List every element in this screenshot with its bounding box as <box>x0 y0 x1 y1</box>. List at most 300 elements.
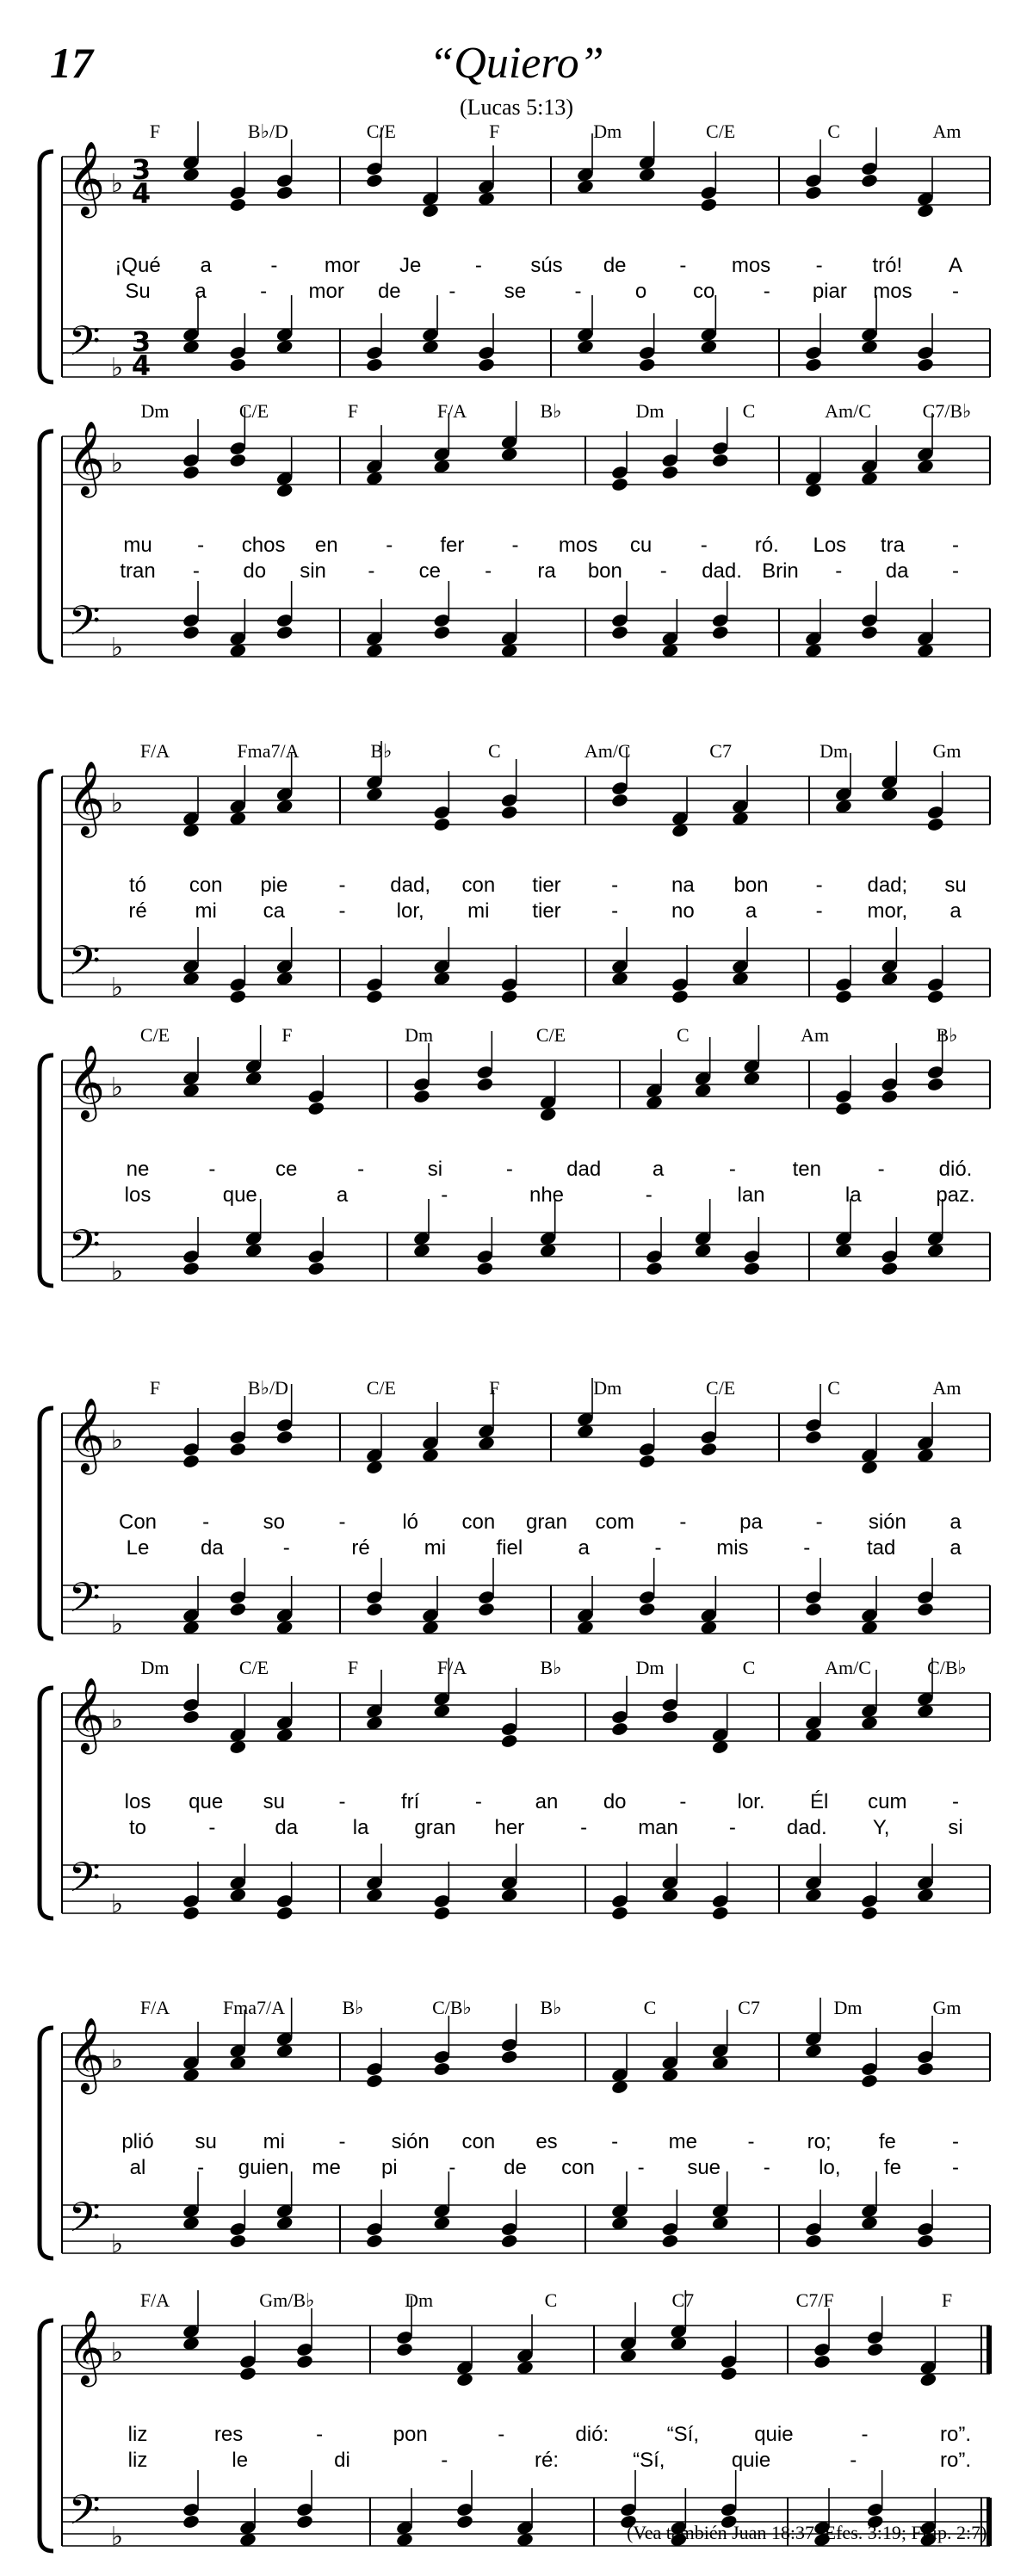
lyric-verse-2: de <box>504 2156 527 2179</box>
chord-symbol: C <box>643 1997 657 2018</box>
chord-symbol: C/E <box>366 1377 396 1399</box>
lyric-verse-2: - <box>282 1536 290 1560</box>
lyric-verse-1: a <box>200 254 212 277</box>
lyric-verse-2: bon <box>587 559 622 583</box>
lyric-verse-2: - <box>763 2156 770 2179</box>
note-head <box>229 989 247 1004</box>
lyric-verse-1: frí <box>401 1790 420 1813</box>
lyric-verse-1: A <box>948 254 963 277</box>
note-head <box>500 1733 518 1749</box>
treble-clef: 𝄞 <box>67 141 105 215</box>
lyric-verse-2: de <box>377 280 401 303</box>
lyric-verse-1: - <box>952 2130 959 2153</box>
chord-symbol: F <box>347 1657 359 1678</box>
lyric-verse-2: paz. <box>936 1183 975 1207</box>
lyric-verse-2: da <box>885 559 909 583</box>
chord-symbol: C7/B♭ <box>922 400 972 422</box>
note-head <box>229 1602 247 1617</box>
note-head <box>813 2354 831 2369</box>
chord-symbol: C7/F <box>795 2289 834 2311</box>
note-head <box>881 1089 899 1104</box>
note-head <box>860 1906 878 1921</box>
lyric-verse-2: Le <box>126 1536 150 1560</box>
lyric-verse-2: tad <box>866 1536 896 1560</box>
chord-symbol: B♭ <box>540 1997 562 2018</box>
chord-symbol: C <box>487 740 501 762</box>
lyric-verse-1: fer <box>440 534 465 557</box>
chord-symbol: Gm <box>932 740 962 762</box>
lyric-verse-1: dió: <box>575 2423 609 2446</box>
system-bracket <box>40 2320 53 2551</box>
lyric-verse-2: ce <box>418 559 441 583</box>
note-head <box>182 465 200 480</box>
lyric-verse-2: - <box>763 280 770 303</box>
bass-clef: 𝄢 <box>68 1220 101 1279</box>
lyric-verse-2: tier <box>532 899 561 923</box>
lyric-verse-1: su <box>944 874 967 897</box>
note-head <box>638 1602 656 1617</box>
lyric-verse-1: - <box>728 1158 736 1181</box>
lyric-verse-2: - <box>803 1536 811 1560</box>
lyric-verse-2: a <box>336 1183 349 1207</box>
note-head <box>229 197 247 213</box>
lyric-verse-2: los <box>124 1183 152 1207</box>
key-signature-flat: ♭ <box>110 2045 124 2075</box>
chord-symbol: C/E <box>238 400 269 422</box>
lyric-verse-2: - <box>448 280 456 303</box>
note-head <box>295 2354 313 2369</box>
lyric-verse-1: - <box>952 1790 959 1813</box>
lyric-verse-1: - <box>679 254 687 277</box>
chord-symbol: C <box>742 400 756 422</box>
key-signature-flat: ♭ <box>110 353 124 383</box>
system-bracket <box>40 431 53 662</box>
chord-symbol: F <box>149 1377 161 1399</box>
lyric-verse-2: - <box>197 2156 205 2179</box>
lyric-verse-2: ré <box>128 899 147 923</box>
lyric-verse-1: - <box>386 534 393 557</box>
chord-symbol: C/B♭ <box>927 1657 967 1678</box>
lyric-verse-2: guien <box>238 2156 289 2179</box>
lyric-verse-1: Con <box>118 1510 158 1534</box>
key-signature-flat: ♭ <box>110 1425 124 1455</box>
note-head <box>295 2514 313 2530</box>
lyric-verse-1: - <box>338 1790 346 1813</box>
note-head <box>711 625 729 640</box>
lyric-verse-1: tra <box>880 534 905 557</box>
lyric-verse-1: - <box>611 2130 619 2153</box>
note-head <box>365 2073 383 2089</box>
note-head <box>500 2233 518 2249</box>
chord-symbol: F <box>347 400 359 422</box>
lyric-verse-2: to <box>128 1816 147 1839</box>
bass-clef: 𝄢 <box>68 1573 101 1632</box>
note-head <box>365 357 383 373</box>
note-head <box>916 1602 934 1617</box>
chord-symbol: Am/C <box>584 740 631 762</box>
note-head <box>229 357 247 373</box>
lyric-verse-1: ro”. <box>940 2423 971 2446</box>
lyric-verse-1: lor. <box>737 1790 765 1813</box>
key-signature-flat: ♭ <box>110 2229 124 2259</box>
chord-symbol: B♭ <box>936 1024 958 1046</box>
treble-clef: 𝄞 <box>67 1045 105 1119</box>
lyric-verse-1: - <box>815 874 823 897</box>
lyric-verse-1: tó <box>128 874 147 897</box>
lyric-verse-1: plió <box>121 2130 154 2153</box>
chord-symbol: F/A <box>436 400 467 422</box>
chord-symbol: F <box>941 2289 953 2311</box>
chord-symbol: C/E <box>366 120 396 142</box>
system-bracket <box>40 1055 53 1286</box>
time-signature-bottom: 4 <box>131 177 152 210</box>
note-head <box>860 625 878 640</box>
note-head <box>700 1442 718 1457</box>
lyric-verse-2: con <box>561 2156 595 2179</box>
lyric-verse-2: gran <box>414 1816 456 1839</box>
treble-clef: 𝄞 <box>67 2310 105 2384</box>
lyric-verse-1: ló <box>402 1510 419 1534</box>
lyric-verse-1: sús <box>530 254 563 277</box>
chord-symbol: Dm <box>405 2289 434 2311</box>
lyric-verse-1: si <box>427 1158 443 1181</box>
note-head <box>182 1261 200 1276</box>
key-signature-flat: ♭ <box>110 788 124 819</box>
lyric-verse-1: cu <box>629 534 653 557</box>
lyric-verse-2: ré: <box>534 2449 560 2472</box>
lyric-verse-1: mi <box>263 2130 285 2153</box>
treble-clef: 𝄞 <box>67 421 105 495</box>
lyric-verse-1: - <box>338 1510 346 1534</box>
lyric-verse-1: - <box>815 254 823 277</box>
lyric-verse-1: dió. <box>938 1158 973 1181</box>
lyric-verse-1: - <box>208 1158 216 1181</box>
lyric-verse-2: lan <box>737 1183 765 1207</box>
lyric-verse-2: do <box>243 559 267 583</box>
chord-symbol: F/A <box>139 1997 170 2018</box>
lyric-verse-1: liz <box>127 2423 148 2446</box>
lyric-verse-1: - <box>338 2130 346 2153</box>
bass-clef: 𝄢 <box>68 936 101 995</box>
note-head <box>804 2233 822 2249</box>
lyric-verse-1: quie <box>754 2423 794 2446</box>
note-head <box>433 2061 451 2077</box>
chord-symbol: C <box>827 1377 840 1399</box>
lyric-verse-1: - <box>202 1510 210 1534</box>
note-head <box>700 197 718 213</box>
note-head <box>477 1602 495 1617</box>
note-head <box>365 989 383 1004</box>
key-signature-flat: ♭ <box>110 1072 124 1103</box>
lyric-verse-1: - <box>861 2423 869 2446</box>
note-head <box>638 357 656 373</box>
chord-symbol: C/E <box>706 120 736 142</box>
lyric-verse-2: nhe <box>529 1183 565 1207</box>
chord-symbol: B♭/D <box>247 1377 288 1399</box>
lyric-verse-1: sión <box>868 1510 906 1534</box>
lyric-verse-2: al <box>129 2156 146 2179</box>
lyric-verse-1: - <box>357 1158 365 1181</box>
note-head <box>804 185 822 201</box>
lyric-verse-1: pon <box>393 2423 428 2446</box>
note-head <box>455 2514 473 2530</box>
key-signature-flat: ♭ <box>110 633 124 663</box>
lyric-verse-1: ne <box>126 1158 150 1181</box>
lyric-verse-2: Su <box>125 280 151 303</box>
note-head <box>238 2366 257 2381</box>
lyric-verse-1: ten <box>792 1158 821 1181</box>
lyric-verse-2: ca <box>263 899 286 923</box>
lyric-verse-2: - <box>611 899 619 923</box>
lyric-verse-2: - <box>850 2449 857 2472</box>
lyric-verse-2: - <box>448 2156 456 2179</box>
lyric-verse-1: ró. <box>754 534 779 557</box>
lyric-verse-2: - <box>654 1536 662 1560</box>
lyric-verse-2: - <box>637 2156 645 2179</box>
final-bar-line <box>987 2326 992 2374</box>
lyric-verse-2: “Sí, <box>633 2449 665 2472</box>
lyric-verse-1: - <box>511 534 519 557</box>
lyric-verse-2: liz <box>127 2449 148 2472</box>
key-signature-flat: ♭ <box>110 1705 124 1735</box>
lyric-verse-1: con <box>461 1510 496 1534</box>
chord-symbol: F <box>489 120 500 142</box>
chord-symbol: B♭ <box>342 1997 364 2018</box>
key-signature-flat: ♭ <box>110 2338 124 2368</box>
lyric-verse-2: - <box>441 1183 448 1207</box>
lyric-verse-2: - <box>208 1816 216 1839</box>
lyric-verse-1: - <box>474 1790 482 1813</box>
note-head <box>476 1261 494 1276</box>
lyric-verse-2: o <box>634 280 647 303</box>
bass-clef: 𝄢 <box>68 2486 101 2544</box>
lyric-verse-1: so <box>263 1510 286 1534</box>
lyric-verse-2: piar <box>812 280 847 303</box>
lyric-verse-1: bon <box>733 874 769 897</box>
lyric-verse-2: - <box>574 280 582 303</box>
lyric-verse-2: sue <box>687 2156 721 2179</box>
chord-symbol: Am/C <box>825 1657 871 1678</box>
note-head <box>365 1602 383 1617</box>
chord-symbol: Dm <box>405 1024 434 1046</box>
lyric-verse-2: a <box>949 899 962 923</box>
note-head <box>926 817 944 832</box>
chord-symbol: C/B♭ <box>432 1997 472 2018</box>
note-head <box>476 1077 494 1092</box>
chord-symbol: Gm <box>932 1997 962 2018</box>
lyric-verse-1: tier <box>532 874 561 897</box>
note-head <box>307 1261 325 1276</box>
note-head <box>834 1101 852 1116</box>
chord-symbol: C7 <box>738 1997 760 2018</box>
chord-symbol: F <box>489 1377 500 1399</box>
chord-symbol: B♭ <box>540 1657 562 1678</box>
time-signature-bottom: 4 <box>131 349 152 382</box>
lyric-verse-2: - <box>952 280 959 303</box>
note-head <box>804 1602 822 1617</box>
note-head <box>275 185 294 201</box>
note-head <box>661 465 679 480</box>
key-signature-flat: ♭ <box>110 448 124 479</box>
note-head <box>916 357 934 373</box>
lyric-verse-2: la <box>844 1183 862 1207</box>
lyric-verse-2: dad. <box>702 559 742 583</box>
bass-clef: 𝄢 <box>68 1853 101 1912</box>
lyric-verse-1: con <box>189 874 223 897</box>
lyric-verse-2: se <box>504 280 527 303</box>
lyric-verse-2: - <box>952 559 959 583</box>
system-bracket <box>40 151 53 382</box>
chord-symbol: F/A <box>436 1657 467 1678</box>
lyric-verse-1: su <box>195 2130 217 2153</box>
note-head <box>433 1906 451 1921</box>
lyric-verse-2: a <box>578 1536 590 1560</box>
lyric-verse-1: a <box>652 1158 665 1181</box>
bass-clef: 𝄢 <box>68 2193 101 2252</box>
lyric-verse-2: her <box>494 1816 525 1839</box>
chord-symbol: Am/C <box>825 400 871 422</box>
note-head <box>804 357 822 373</box>
note-head <box>671 989 689 1004</box>
lyric-verse-1: dad <box>566 1158 602 1181</box>
note-head <box>275 625 294 640</box>
lyric-verse-2: Y, <box>872 1816 890 1839</box>
lyric-verse-2: sin <box>300 559 326 583</box>
lyric-verse-1: - <box>611 874 619 897</box>
lyric-verse-1: fe <box>878 2130 896 2153</box>
note-head <box>645 1261 663 1276</box>
lyric-verse-2: lor, <box>396 899 424 923</box>
lyric-verse-2: - <box>338 899 346 923</box>
lyric-verse-1: - <box>197 534 205 557</box>
lyric-verse-1: Je <box>399 254 422 277</box>
lyric-verse-1: ce <box>275 1158 298 1181</box>
chord-symbol: Dm <box>833 1997 863 2018</box>
note-head <box>229 453 247 468</box>
chord-symbol: Dm <box>820 740 849 762</box>
lyric-verse-1: con <box>461 874 496 897</box>
lyric-verse-1: mos <box>731 254 771 277</box>
lyric-verse-1: - <box>316 2423 324 2446</box>
system-bracket <box>40 1408 53 1639</box>
note-head <box>412 1089 430 1104</box>
chord-symbol: F/A <box>139 2289 170 2311</box>
note-head <box>743 1261 761 1276</box>
note-head <box>229 1442 247 1457</box>
lyric-verse-2: - <box>659 559 667 583</box>
chord-symbol: B♭ <box>540 400 562 422</box>
lyric-verse-1: pa <box>739 1510 763 1534</box>
chord-symbol: B♭ <box>370 740 393 762</box>
chord-symbol: Dm <box>140 400 170 422</box>
lyric-verse-1: mos <box>558 534 598 557</box>
lyric-verse-1: mor <box>324 254 361 277</box>
note-head <box>229 2233 247 2249</box>
lyric-verse-2: ré <box>351 1536 370 1560</box>
lyric-verse-1: mu <box>123 534 152 557</box>
chord-symbol: Dm <box>635 400 665 422</box>
lyric-verse-1: - <box>679 1510 687 1534</box>
note-head <box>610 477 628 492</box>
note-head <box>610 1906 628 1921</box>
chord-symbol: C <box>544 2289 558 2311</box>
key-signature-flat: ♭ <box>110 2522 124 2552</box>
lyric-verse-1: - <box>270 254 278 277</box>
key-signature-flat: ♭ <box>110 169 124 199</box>
lyric-verse-2: no <box>671 899 695 923</box>
lyric-verse-1: - <box>747 2130 755 2153</box>
note-head <box>916 2061 934 2077</box>
lyric-verse-1: - <box>877 1158 885 1181</box>
lyric-verse-1: me <box>668 2130 698 2153</box>
lyric-verse-1: pie <box>260 874 288 897</box>
chord-symbol: C/E <box>238 1657 269 1678</box>
bass-clef: 𝄢 <box>68 596 101 655</box>
lyric-verse-2: mi <box>195 899 217 923</box>
lyric-verse-2: que <box>222 1183 257 1207</box>
note-head <box>610 625 628 640</box>
lyric-verse-2: mor, <box>867 899 908 923</box>
note-head <box>720 2366 738 2381</box>
chord-symbol: C7 <box>709 740 732 762</box>
note-head <box>500 805 518 820</box>
lyric-verse-1: ro; <box>807 2130 832 2153</box>
lyric-verse-2: dad. <box>786 1816 827 1839</box>
lyric-verse-2: a <box>195 280 207 303</box>
lyric-verse-1: en <box>314 534 338 557</box>
note-head <box>926 1077 944 1092</box>
lyric-verse-1: sión <box>391 2130 430 2153</box>
note-head <box>182 1454 200 1469</box>
lyric-verse-1: Él <box>809 1790 829 1813</box>
lyric-verse-1: Los <box>813 534 847 557</box>
lyric-verse-2: quie <box>731 2449 771 2472</box>
note-head <box>500 989 518 1004</box>
lyric-verse-2: - <box>645 1183 653 1207</box>
note-head <box>804 1430 822 1445</box>
chord-symbol: Am <box>801 1024 830 1046</box>
lyric-verse-1: los <box>124 1790 152 1813</box>
chord-symbol: C <box>742 1657 756 1678</box>
note-head <box>395 2342 413 2357</box>
bass-clef: 𝄢 <box>68 317 101 375</box>
lyric-verse-2: - <box>368 559 375 583</box>
key-signature-flat: ♭ <box>110 973 124 1003</box>
lyric-verse-1: es <box>535 2130 558 2153</box>
note-head <box>638 1454 656 1469</box>
note-head <box>866 2342 884 2357</box>
chord-symbol: Fma7/A <box>237 740 300 762</box>
lyric-verse-2: la <box>352 1816 369 1839</box>
lyric-verse-2: Brin <box>762 559 799 583</box>
note-head <box>661 2233 679 2249</box>
lyric-verse-2: di <box>334 2449 350 2472</box>
lyric-verse-2: mor <box>308 280 344 303</box>
note-head <box>500 2049 518 2065</box>
lyric-verse-1: - <box>498 2423 505 2446</box>
chord-symbol: F <box>149 120 161 142</box>
lyric-verse-2: man <box>638 1816 678 1839</box>
treble-clef: 𝄞 <box>67 2017 105 2091</box>
treble-clef: 𝄞 <box>67 1398 105 1472</box>
note-head <box>711 453 729 468</box>
lyric-verse-1: do <box>603 1790 627 1813</box>
note-head <box>860 173 878 188</box>
chord-symbol: Fma7/A <box>222 1997 286 2018</box>
chord-symbol: Am <box>932 120 962 142</box>
chord-symbol: Dm <box>593 1377 622 1399</box>
scripture-reference: (Lucas 5:13) <box>459 95 574 120</box>
